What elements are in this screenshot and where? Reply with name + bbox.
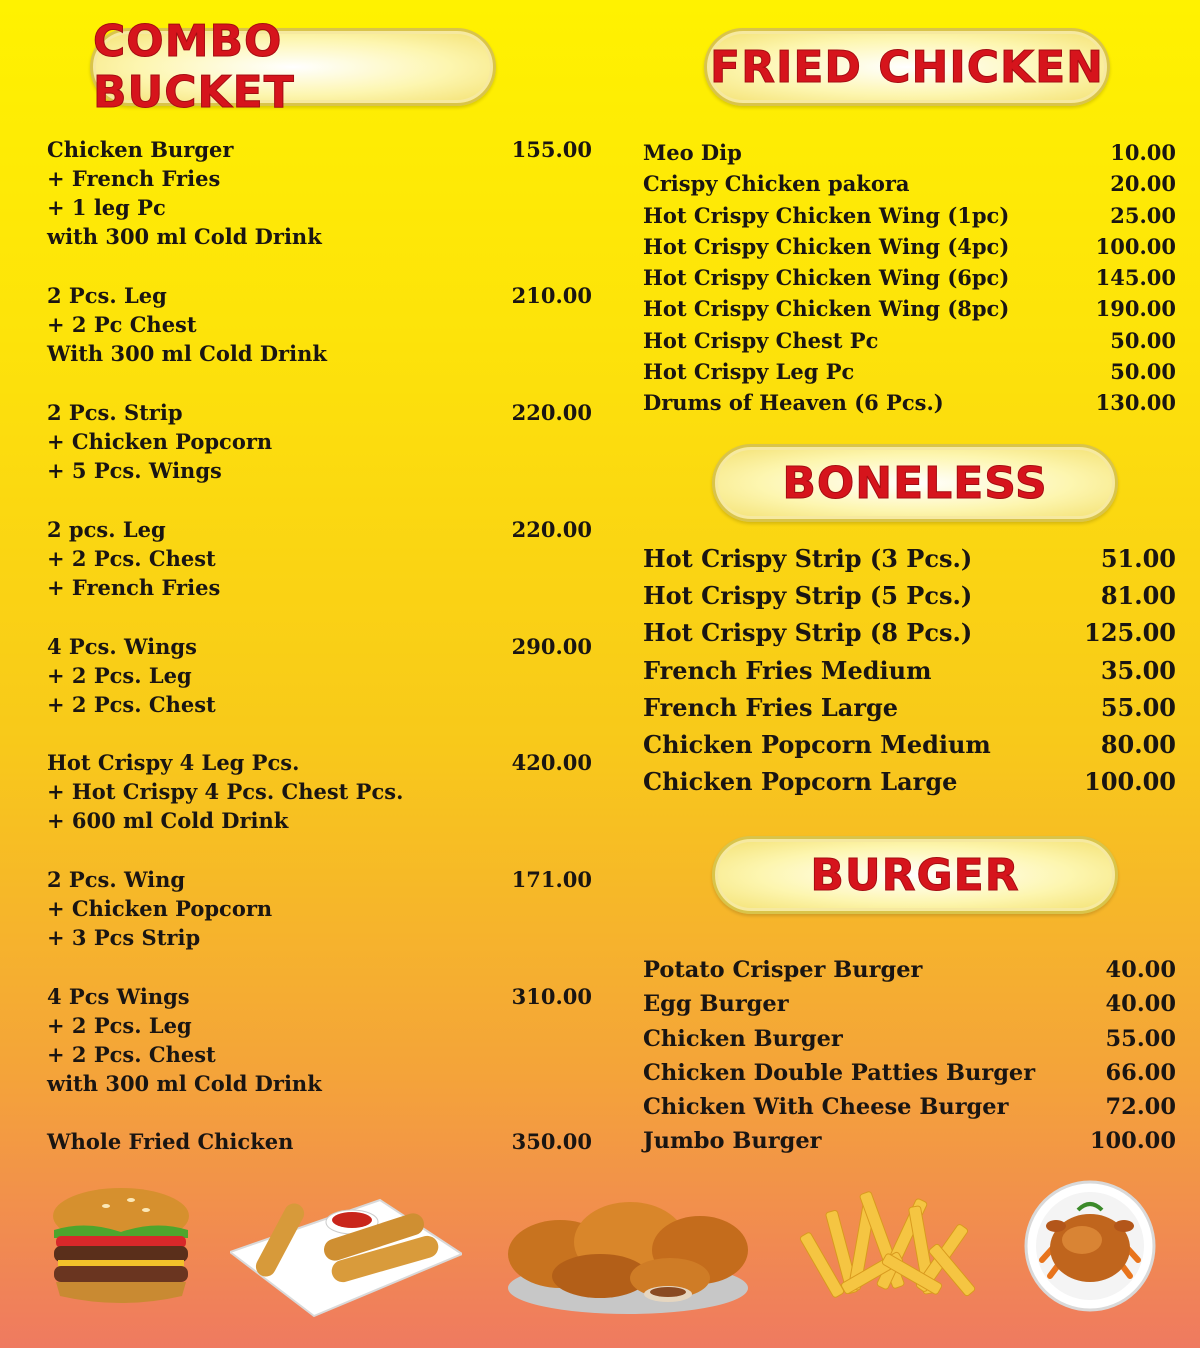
menu-item <box>643 1022 1176 1056</box>
combo-item <box>47 632 597 719</box>
menu-item-price: 130.00 <box>1095 390 1176 416</box>
combo-item-line: Hot Crispy 4 Leg Pcs. <box>47 750 300 775</box>
combo-item-line: + 2 Pc Chest <box>47 312 197 337</box>
combo-item <box>47 1127 597 1156</box>
combo-item-line: + 1 leg Pc <box>47 195 166 220</box>
fried-chicken-photo <box>500 1184 756 1316</box>
menu-item-price: 40.00 <box>1105 991 1176 1018</box>
menu-item-name: Hot Crispy Chicken Wing (6pc) <box>643 265 1010 291</box>
menu-item <box>643 577 1176 614</box>
combo-item-line: + Chicken Popcorn <box>47 429 273 454</box>
combo-bucket-header <box>90 16 496 118</box>
combo-item-line: with 300 ml Cold Drink <box>47 1071 322 1096</box>
menu-item-name: Hot Crispy Leg Pc <box>643 359 855 385</box>
menu-item <box>643 356 1176 387</box>
combo-item-line: + 600 ml Cold Drink <box>47 808 289 833</box>
menu-item-name: Egg Burger <box>643 991 789 1018</box>
combo-item-line: 2 Pcs. Leg <box>47 283 167 308</box>
combo-item-line: + 2 Pcs. Chest <box>47 692 216 717</box>
menu-item <box>643 387 1176 418</box>
combo-item-price: 290.00 <box>511 634 592 659</box>
menu-item <box>643 763 1176 800</box>
combo-item-line: 2 pcs. Leg <box>47 517 166 542</box>
menu-item-name: Chicken Burger <box>643 1025 843 1052</box>
combo-item-line: + French Fries <box>47 575 221 600</box>
menu-item-name: French Fries Medium <box>643 655 932 685</box>
burger-photo <box>46 1186 196 1312</box>
menu-item <box>643 689 1176 726</box>
combo-item-line: 4 Pcs. Wings <box>47 634 197 659</box>
combo-item-price: 310.00 <box>511 984 592 1009</box>
combo-item-line: 2 Pcs. Wing <box>47 867 186 892</box>
combo-item-price: 210.00 <box>511 283 592 308</box>
combo-item <box>47 515 597 602</box>
menu-item-price: 50.00 <box>1110 327 1176 353</box>
menu-item-price: 100.00 <box>1089 1128 1176 1155</box>
menu-item-price: 25.00 <box>1110 202 1176 228</box>
menu-item-name: Hot Crispy Strip (8 Pcs.) <box>643 618 973 648</box>
menu-item-name: Chicken Double Patties Burger <box>643 1059 1036 1086</box>
menu-item-price: 20.00 <box>1110 171 1176 197</box>
combo-item <box>47 865 597 952</box>
menu-item-name: Hot Crispy Strip (5 Pcs.) <box>643 581 973 611</box>
menu-item-price: 35.00 <box>1100 655 1176 685</box>
menu-item <box>643 1056 1176 1090</box>
roast-chicken-photo <box>1020 1180 1160 1312</box>
combo-item-price: 220.00 <box>511 517 592 542</box>
menu-item <box>643 652 1176 689</box>
fried-chicken-list <box>643 137 1176 419</box>
menu-item <box>643 325 1176 356</box>
menu-item <box>643 1124 1176 1158</box>
menu-item-name: Chicken Popcorn Large <box>643 767 958 797</box>
boneless-title: BONELESS <box>782 457 1048 509</box>
combo-item-line: + 2 Pcs. Chest <box>47 1042 216 1067</box>
menu-item-name: Hot Crispy Chest Pc <box>643 327 879 353</box>
menu-item <box>643 262 1176 293</box>
combo-item-price: 350.00 <box>511 1129 592 1154</box>
menu-item-price: 55.00 <box>1100 692 1176 722</box>
combo-item-price: 420.00 <box>511 750 592 775</box>
combo-item-line: + 2 Pcs. Leg <box>47 1013 192 1038</box>
boneless-header <box>712 444 1118 522</box>
menu-item-name: Crispy Chicken pakora <box>643 171 910 197</box>
menu-item-price: 50.00 <box>1110 359 1176 385</box>
menu-item <box>643 200 1176 231</box>
menu-item <box>643 137 1176 168</box>
menu-item-name: Meo Dip <box>643 140 742 165</box>
menu-item-price: 81.00 <box>1100 581 1176 611</box>
menu-item <box>643 726 1176 763</box>
menu-item-name: Potato Crisper Burger <box>643 957 923 983</box>
menu-item-price: 100.00 <box>1084 767 1176 797</box>
combo-item-price: 220.00 <box>511 400 592 425</box>
combo-item <box>47 281 597 368</box>
combo-item-line: + Hot Crispy 4 Pcs. Chest Pcs. <box>47 779 404 804</box>
menu-item-name: Jumbo Burger <box>643 1128 822 1155</box>
menu-item <box>643 1090 1176 1124</box>
menu-item-price: 55.00 <box>1105 1025 1176 1052</box>
menu-item <box>643 953 1176 987</box>
menu-item <box>643 614 1176 651</box>
combo-item-line: 2 Pcs. Strip <box>47 400 183 425</box>
menu-item-name: Chicken Popcorn Medium <box>643 729 991 759</box>
combo-item <box>47 748 597 835</box>
fried-chicken-title: FRIED CHICKEN <box>710 41 1104 93</box>
combo-item <box>47 982 597 1098</box>
combo-item-line: + Chicken Popcorn <box>47 896 273 921</box>
menu-item-price: 10.00 <box>1110 140 1176 165</box>
combo-item-line: + French Fries <box>47 166 221 191</box>
combo-item-line: With 300 ml Cold Drink <box>47 341 327 366</box>
menu-item <box>643 168 1176 199</box>
combo-item-line: Whole Fried Chicken <box>47 1129 294 1154</box>
menu-item-name: Hot Crispy Strip (3 Pcs.) <box>643 544 973 573</box>
combo-item-line: + 2 Pcs. Leg <box>47 663 192 688</box>
menu-item <box>643 987 1176 1021</box>
menu-item-price: 72.00 <box>1105 1094 1176 1121</box>
burger-title: BURGER <box>810 849 1020 901</box>
menu-item-price: 51.00 <box>1100 544 1176 573</box>
burger-list <box>643 953 1176 1159</box>
combo-item-line: 4 Pcs Wings <box>47 984 190 1009</box>
combo-item-line: with 300 ml Cold Drink <box>47 224 322 249</box>
combo-item <box>47 135 597 251</box>
menu-item <box>643 540 1176 577</box>
menu-item <box>643 231 1176 262</box>
french-fries-photo <box>796 1180 984 1310</box>
menu-item-price: 125.00 <box>1084 618 1176 648</box>
combo-item-price: 171.00 <box>511 867 592 892</box>
menu-item-price: 100.00 <box>1095 233 1176 259</box>
menu-item-name: Hot Crispy Chicken Wing (8pc) <box>643 296 1010 322</box>
combo-item-line: + 3 Pcs Strip <box>47 925 201 950</box>
menu-item-price: 145.00 <box>1095 265 1176 291</box>
menu-item-name: Hot Crispy Chicken Wing (1pc) <box>643 202 1010 228</box>
menu-item-name: French Fries Large <box>643 692 899 722</box>
menu-item-price: 66.00 <box>1105 1059 1176 1086</box>
menu-item-price: 40.00 <box>1105 957 1176 983</box>
combo-item-line: + 5 Pcs. Wings <box>47 458 222 483</box>
burger-header <box>712 836 1118 914</box>
combo-item-line: Chicken Burger <box>47 137 234 162</box>
combo-bucket-title: COMBO BUCKET <box>93 16 295 118</box>
boneless-list <box>643 540 1176 800</box>
menu-item-name: Drums of Heaven (6 Pcs.) <box>643 390 944 416</box>
menu-item <box>643 293 1176 324</box>
menu-item-name: Hot Crispy Chicken Wing (4pc) <box>643 233 1010 259</box>
combo-item-line: + 2 Pcs. Chest <box>47 546 216 571</box>
mozzarella-sticks-photo <box>230 1192 462 1322</box>
menu-item-price: 80.00 <box>1100 729 1176 759</box>
fried-chicken-header <box>704 28 1110 106</box>
combo-item-price: 155.00 <box>511 137 592 162</box>
combo-item <box>47 398 597 485</box>
menu-item-name: Chicken With Cheese Burger <box>643 1094 1009 1121</box>
menu-item-price: 190.00 <box>1095 296 1176 322</box>
